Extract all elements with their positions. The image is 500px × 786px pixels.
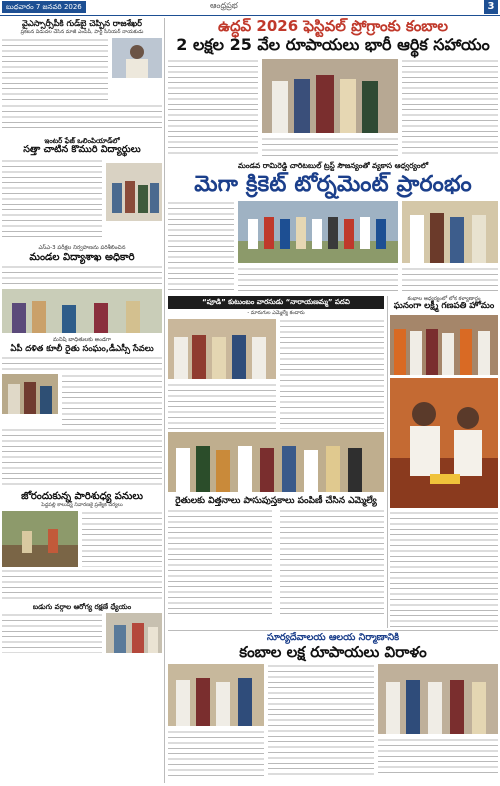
farmers-body: [168, 509, 272, 617]
puppy-body: [168, 383, 276, 429]
cricket-kicker: మండవ రామిరెడ్డి చారిటబుల్ ట్రస్ట్ సౌజన్యంతో వ్యకాస ఆధ్వర్యంలో: [237, 161, 429, 170]
page-number: 3: [484, 0, 498, 14]
top-story-body-cont: [262, 137, 398, 157]
article-3-kicker: ఎస్ఎ-3 పరీక్షల నిర్వహణను పరిశీలించిన: [38, 245, 126, 252]
article-2-headline: సత్తా చాటిన కొమురి విద్యార్థులు: [23, 144, 141, 156]
bottom-photo-1: [168, 664, 264, 726]
temple-photo-1: [390, 315, 498, 375]
cricket-caption: [238, 267, 398, 293]
temple-body: [390, 511, 498, 629]
article-5-headline: జోరందుకున్న పారిశుధ్య పనులు: [21, 490, 143, 502]
bottom-headline: కంబాల లక్ష రూపాయలు విరాళం: [239, 642, 427, 661]
article-4-photo: [2, 374, 58, 414]
bottom-body-mid: [268, 664, 374, 776]
article-6-photo: [106, 613, 162, 653]
article-6-body: [2, 613, 102, 653]
edition-date: బుధవారం 7 జనవరి 2026: [2, 1, 86, 13]
right-divider: [387, 296, 388, 628]
farmers-photo: [168, 432, 384, 492]
article-2-photo: [106, 163, 162, 221]
header-rule: [0, 15, 500, 16]
top-story-kicker: ఉద్ధవ్ 2026 ఫెస్టివల్ ప్రోగ్రాంకు కంబాల: [217, 17, 449, 35]
temple-kicker: కంభాల ఆధ్వర్యంలో లోక కళ్యాణార్థం: [407, 296, 481, 302]
article-4-body: [2, 356, 162, 372]
puppy-banner: [168, 296, 384, 309]
article-6-headline: బడుగు వర్గాల ఆరోగ్య రక్షణే ధ్యేయం: [32, 603, 132, 612]
middle-column: [168, 296, 384, 626]
bottom-rule: [168, 630, 498, 631]
temple-photo-2: [390, 378, 498, 508]
article-2-kicker: ఇంటర్ ఫేజ్ ఒలింపియాడ్‌లో: [44, 137, 120, 146]
column-divider: [164, 18, 165, 783]
page-header: [0, 0, 500, 14]
top-story-photo: [262, 59, 398, 133]
article-5-subhead: పెద్దపల్లి కాలుష్య నివారణకై ప్రత్యేక చర్యలు: [41, 502, 123, 509]
article-1-photo: [112, 38, 162, 78]
article-3-body: [2, 265, 162, 287]
article-3-photo: [2, 289, 162, 333]
puppy-headline: “పూడి” కుటుంబం వారసుడు “నారాయణమ్మ” పదవి: [202, 298, 350, 307]
bottom-photo-2: [378, 664, 498, 734]
puppy-subhead: - మారుగుల ఎమ్మెల్యే కందారు: [247, 310, 305, 316]
article-1-body-cont: [2, 104, 162, 132]
article-1-body: [2, 38, 108, 102]
article-4-kicker: మనిషి బాధితులకు అండగా: [52, 337, 112, 344]
cricket-body-right: [402, 267, 498, 293]
puppy-photo: [168, 319, 276, 379]
top-story: [168, 18, 498, 158]
article-1-subhead: ప్రకటన విడుదల చేసిన మాజీ ఎంపీపీ, పార్టీ సీనియర్ నాయకుడు: [20, 29, 144, 36]
bottom-kicker: సూర్యదేవాలయ ఆలయ నిర్మాణానికి: [266, 632, 400, 643]
cricket-photo: [238, 201, 398, 263]
cricket-story: [168, 162, 498, 292]
farmers-body-right: [280, 509, 384, 617]
article-4-body-more: [2, 428, 162, 486]
right-column: [390, 296, 498, 628]
article-4-headline: ఏపీ దళిత కూలీ రైతు సంఘం,డీఎస్సీ సేవలు: [10, 343, 154, 354]
cricket-body: [168, 201, 234, 293]
article-5-body: [82, 511, 162, 567]
article-5-body-cont: [2, 569, 162, 599]
puppy-body-right: [280, 319, 384, 429]
article-1-headline: వైఎస్సార్సీపీకి గుడ్‌బై చెప్పిన రాజశేఖర్: [22, 18, 142, 28]
bottom-body-right: [378, 738, 498, 776]
article-4-body-cont: [62, 374, 162, 426]
article-5-photo: [2, 511, 78, 567]
left-column: [2, 17, 162, 784]
temple-headline: ఘనంగా లక్ష్మీ గణపతి హోమం: [393, 301, 495, 312]
cricket-photo-2: [402, 201, 498, 263]
article-3-headline: మండల విద్యాశాఖ అధికారి: [29, 251, 135, 263]
top-story-headline: 2 లక్షల 25 వేల రూపాయలు భారీ ఆర్థిక సహాయం: [176, 35, 490, 55]
article-2-body: [2, 159, 102, 241]
bottom-body: [168, 730, 264, 776]
top-story-body: [168, 59, 258, 157]
bottom-story: [168, 633, 498, 784]
top-story-body-right: [402, 59, 498, 157]
farmers-headline: రైతులకు విత్తనాలు పాసుపుస్తకాలు పంపిణీ చేసిన ఎమ్మెల్యే: [175, 496, 377, 506]
cricket-headline: మెగా క్రికెట్ టోర్నమెంట్ ప్రారంభం: [194, 171, 472, 197]
masthead: ఆంధ్రప్రభ: [210, 1, 238, 10]
